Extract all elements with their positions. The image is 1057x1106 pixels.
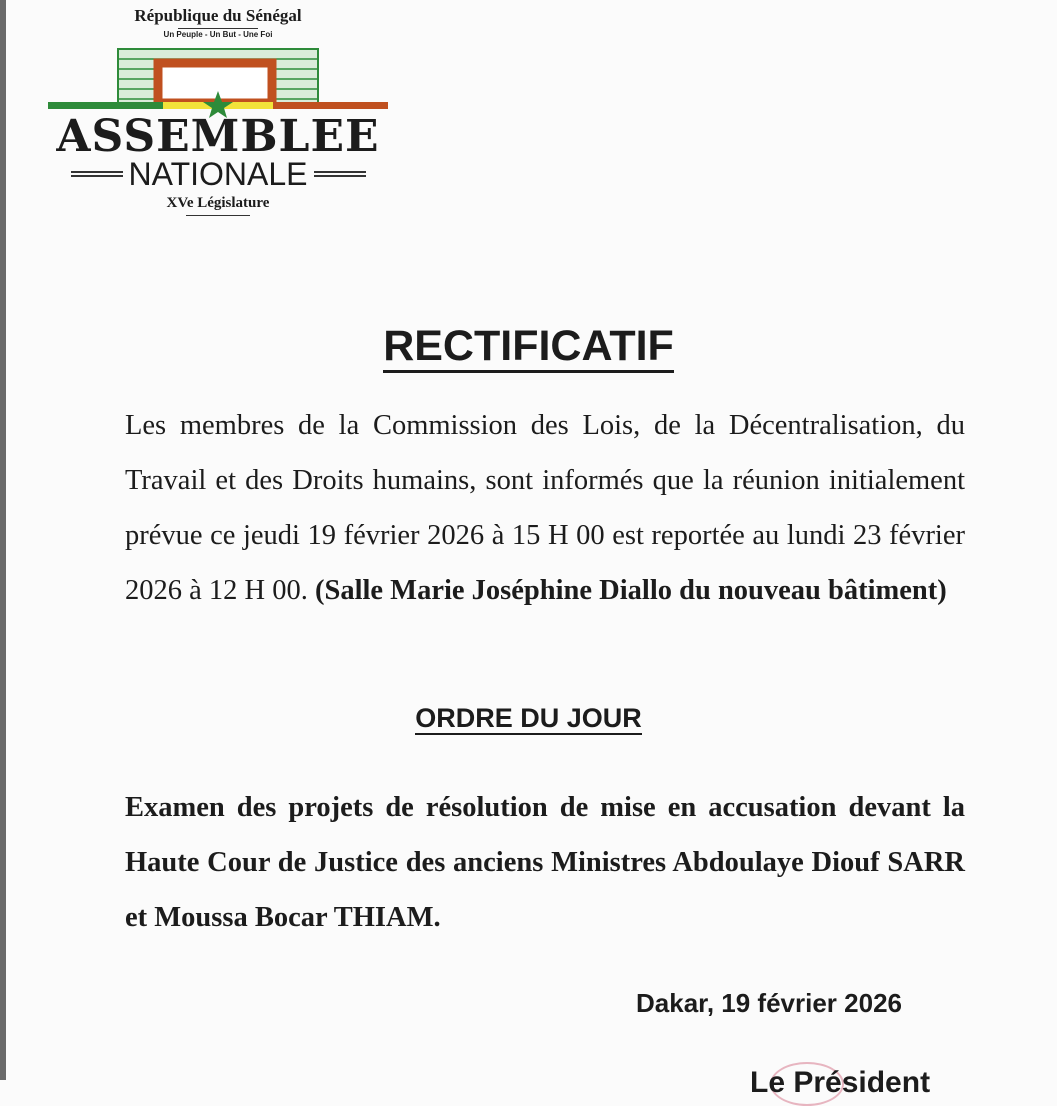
divider	[186, 215, 250, 216]
agenda-title: ORDRE DU JOUR	[415, 703, 642, 733]
agenda-title-wrap	[0, 703, 1057, 734]
divider	[71, 171, 123, 177]
building-emblem-icon	[48, 41, 388, 119]
document-title-wrap	[0, 323, 1057, 369]
divider	[314, 171, 366, 177]
assemblee-nationale-logo	[48, 4, 388, 219]
divider	[178, 28, 258, 29]
notice-location: (Salle Marie Joséphine Diallo du nouveau bâtiment)	[307, 575, 947, 606]
agenda-text: Examen des projets de résolution de mise en accusation devant la Haute Cour de Justice des anciens Ministres Abdoulaye Diouf SARR et Moussa Bocar THIAM.	[125, 792, 965, 933]
signatory: Le Président	[750, 1066, 931, 1099]
page-edge	[0, 0, 6, 1080]
notice-text: Les membres de la Commission des Lois, de la Décentralisation, du Travail et des Droits humains, sont informés que la réunion initialement prévue ce jeudi 19 février 2026 à 15 H 00 est reportée au lundi 23 février 2026 à 12 H 00.	[125, 410, 965, 606]
republic-label: République du Sénégal	[134, 6, 302, 25]
institution-subtitle-row	[48, 157, 388, 191]
document-title: RECTIFICATIF	[383, 322, 674, 373]
institution-name: ASSEMBLEE	[56, 111, 380, 162]
legislature-label: XVe Législature	[166, 195, 270, 211]
institution-subtitle: NATIONALE	[128, 156, 308, 192]
notice-paragraph	[125, 398, 965, 618]
motto: Un Peuple - Un But - Une Foi	[163, 30, 273, 39]
place-date: Dakar, 19 février 2026	[636, 988, 902, 1018]
